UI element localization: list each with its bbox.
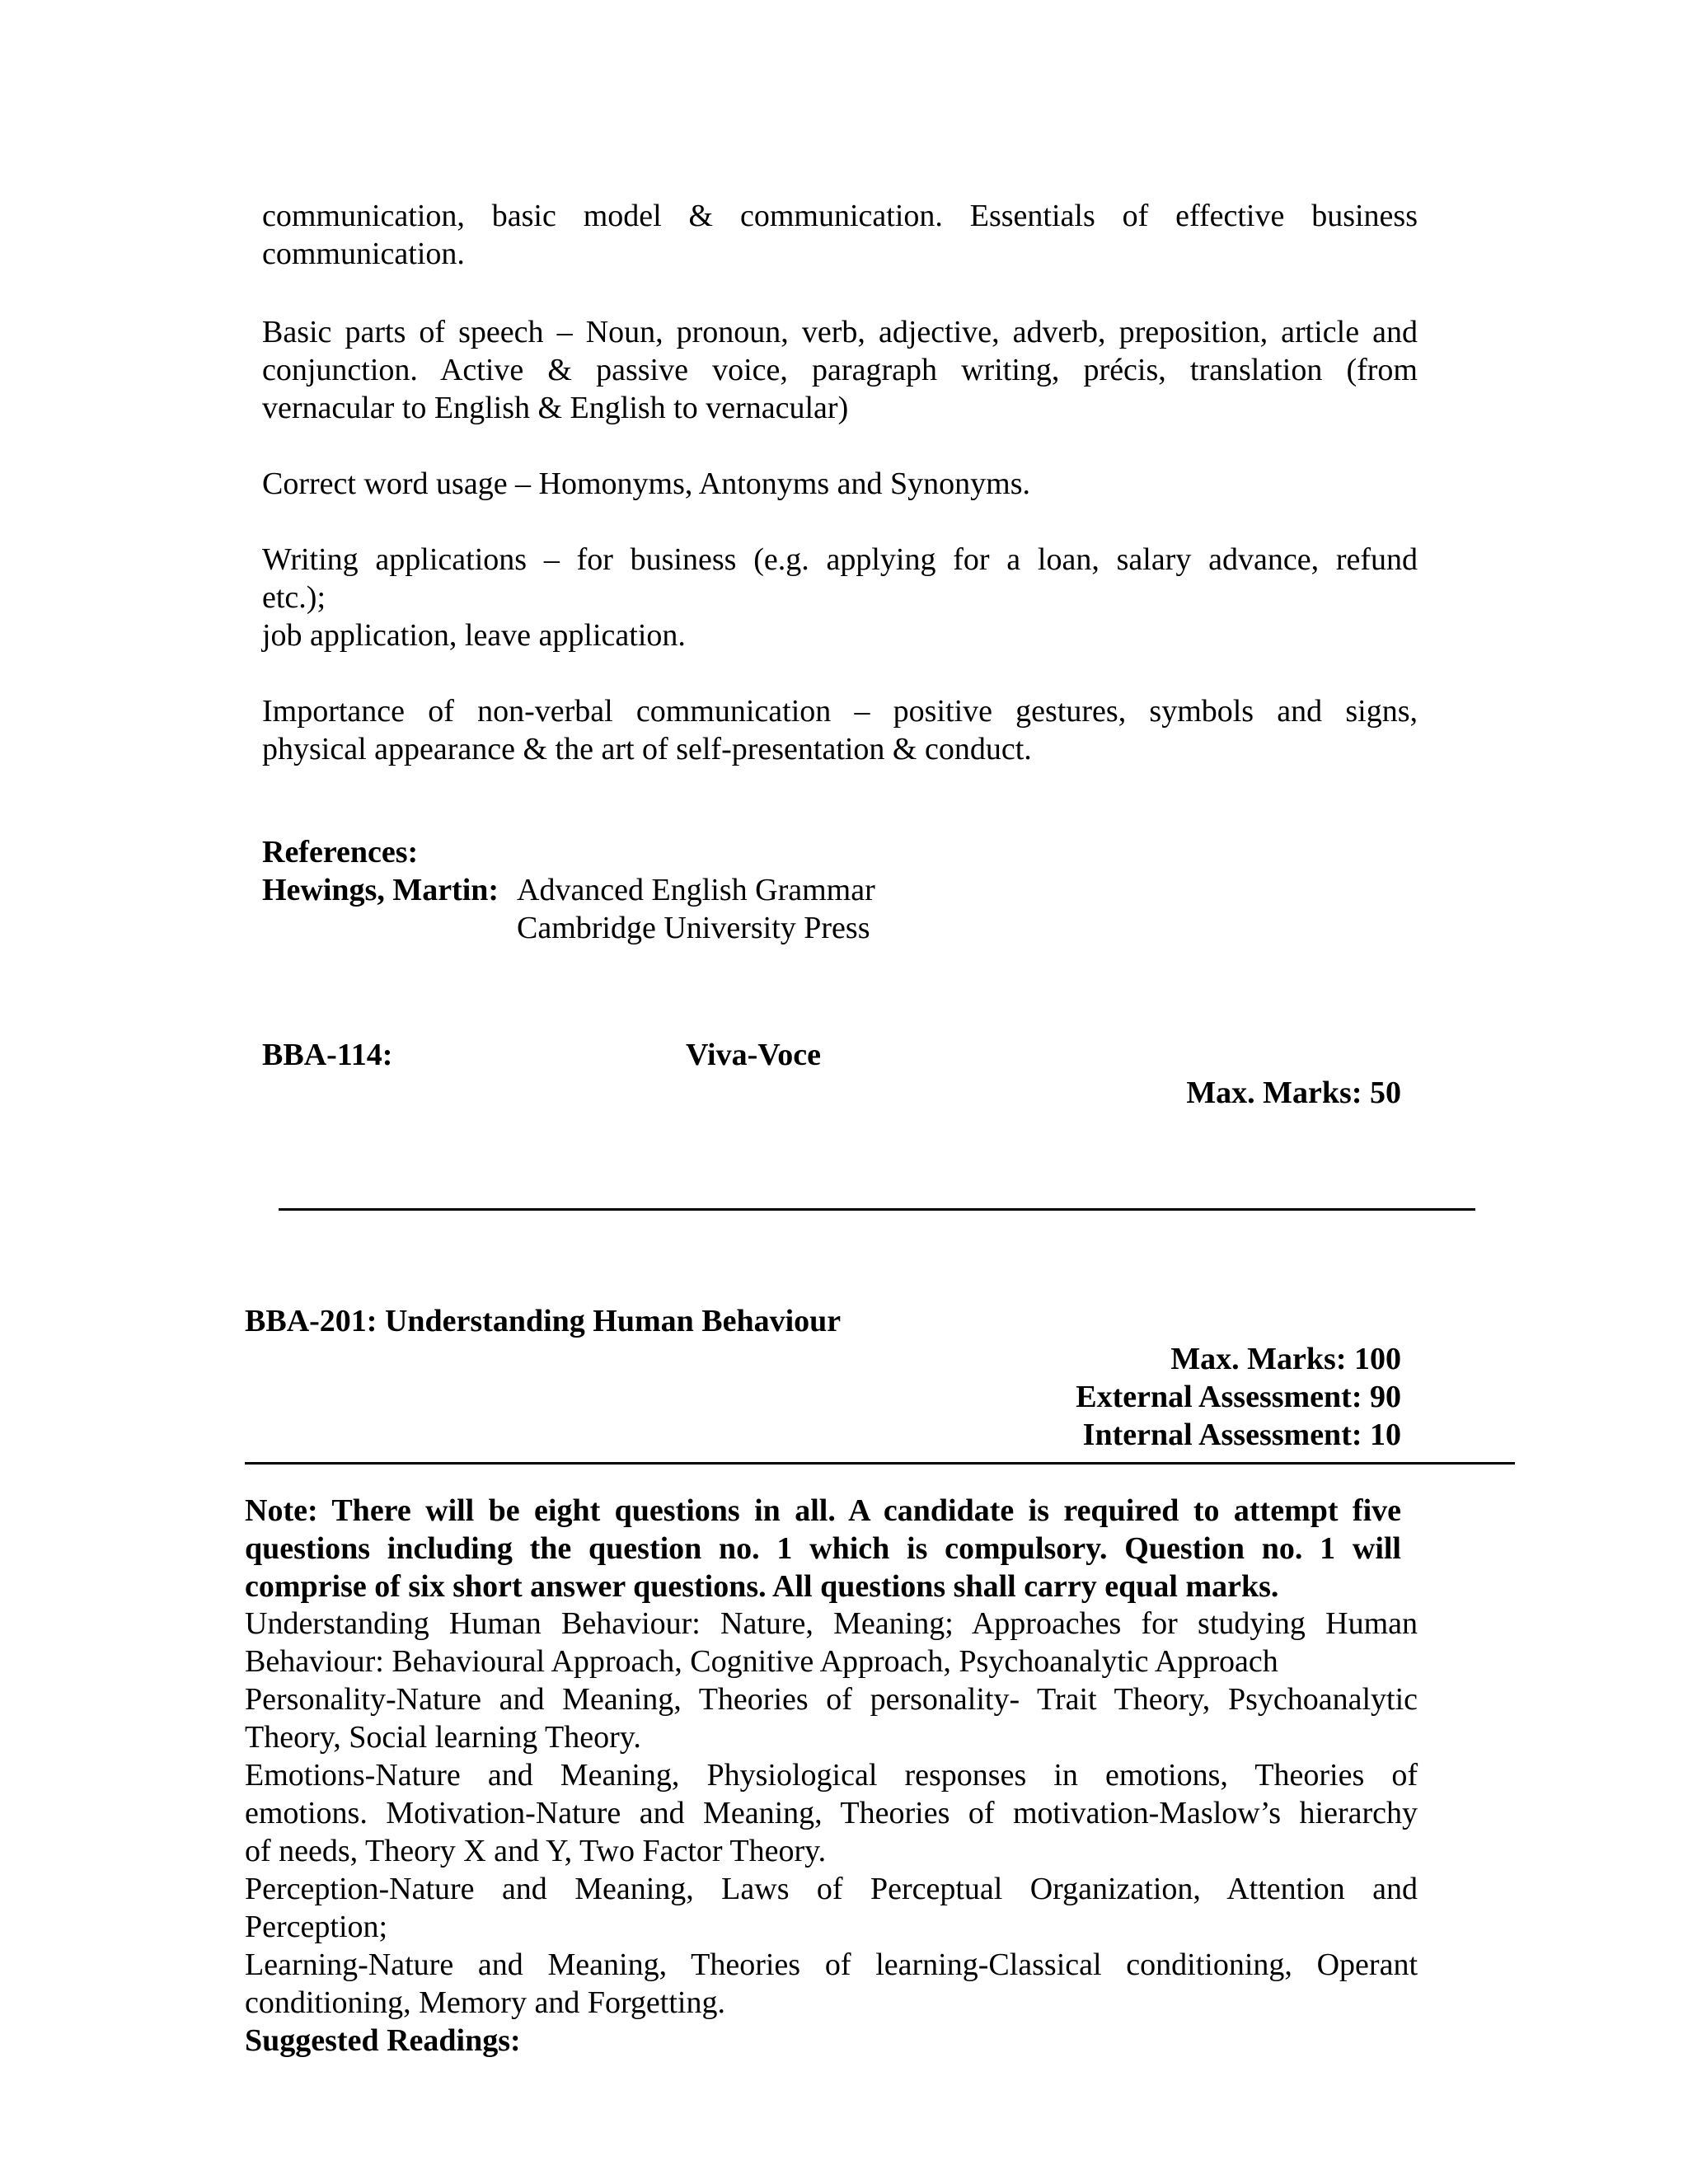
bba201-max-marks: Max. Marks: 100 <box>1170 1342 1401 1376</box>
parts-of-speech-line-3: vernacular to English & English to vernacular) <box>262 391 849 425</box>
syllabus-line-1: Understanding Human Behaviour: Nature, Meaning; Approaches for studying Human <box>245 1606 1418 1641</box>
bba114-code: BBA-114: <box>262 1038 393 1072</box>
syllabus-line-4: Theory, Social learning Theory. <box>245 1720 641 1755</box>
intro-line-2: communication. <box>262 237 465 271</box>
syllabus-line-9: Perception; <box>245 1910 388 1944</box>
bba201-heading: BBA-201: Understanding Human Behaviour <box>245 1304 842 1338</box>
note-line-1: Note: There will be eight questions in all. A candidate is required to attempt five <box>245 1493 1401 1528</box>
bba201-external-assessment: External Assessment: 90 <box>1076 1380 1401 1414</box>
reference-publisher: Cambridge University Press <box>517 911 870 945</box>
non-verbal-line-1: Importance of non-verbal communication – positive gestures, symbols and signs, <box>262 694 1418 729</box>
references-heading: References: <box>262 835 419 869</box>
section-divider <box>279 1208 1475 1211</box>
applications-line-3: job application, leave application. <box>262 618 686 653</box>
applications-line-1: Writing applications – for business (e.g. applying for a loan, salary advance, refund <box>262 542 1418 577</box>
reference-title: Advanced English Grammar <box>517 873 875 907</box>
note-line-3: comprise of six short answer questions. All questions shall carry equal marks. <box>245 1569 1279 1604</box>
syllabus-line-3: Personality-Nature and Meaning, Theories of personality- Trait Theory, Psychoanalytic <box>245 1682 1418 1717</box>
syllabus-line-10: Learning-Nature and Meaning, Theories of learning-Classical conditioning, Operant <box>245 1947 1418 1982</box>
syllabus-line-2: Behaviour: Behavioural Approach, Cognitive Approach, Psychoanalytic Approach <box>245 1644 1278 1679</box>
intro-line-1: communication, basic model & communication. Essentials of effective business <box>262 199 1418 233</box>
parts-of-speech-line-1: Basic parts of speech – Noun, pronoun, verb, adjective, adverb, preposition, article and <box>262 315 1418 349</box>
bba201-internal-assessment: Internal Assessment: 10 <box>1082 1418 1401 1452</box>
word-usage: Correct word usage – Homonyms, Antonyms and Synonyms. <box>262 466 1031 501</box>
syllabus-line-6: emotions. Motivation-Nature and Meaning, Theories of motivation-Maslow’s hierarchy <box>245 1796 1418 1830</box>
syllabus-line-8: Perception-Nature and Meaning, Laws of Perceptual Organization, Attention and <box>245 1872 1418 1906</box>
syllabus-line-7: of needs, Theory X and Y, Two Factor Theory. <box>245 1834 827 1868</box>
reference-author: Hewings, Martin: <box>262 873 499 907</box>
parts-of-speech-line-2: conjunction. Active & passive voice, paragraph writing, précis, translation (from <box>262 353 1418 387</box>
bba114-title: Viva-Voce <box>686 1038 821 1072</box>
note-line-2: questions including the question no. 1 which is compulsory. Question no. 1 will <box>245 1531 1401 1566</box>
applications-line-2: etc.); <box>262 580 326 615</box>
non-verbal-line-2: physical appearance & the art of self-presentation & conduct. <box>262 732 1032 766</box>
heading-underline <box>245 1462 1515 1465</box>
suggested-readings-heading: Suggested Readings: <box>245 2023 521 2058</box>
bba114-max-marks: Max. Marks: 50 <box>1186 1076 1401 1110</box>
syllabus-line-5: Emotions-Nature and Meaning, Physiological responses in emotions, Theories of <box>245 1758 1418 1793</box>
syllabus-line-11: conditioning, Memory and Forgetting. <box>245 1985 725 2020</box>
